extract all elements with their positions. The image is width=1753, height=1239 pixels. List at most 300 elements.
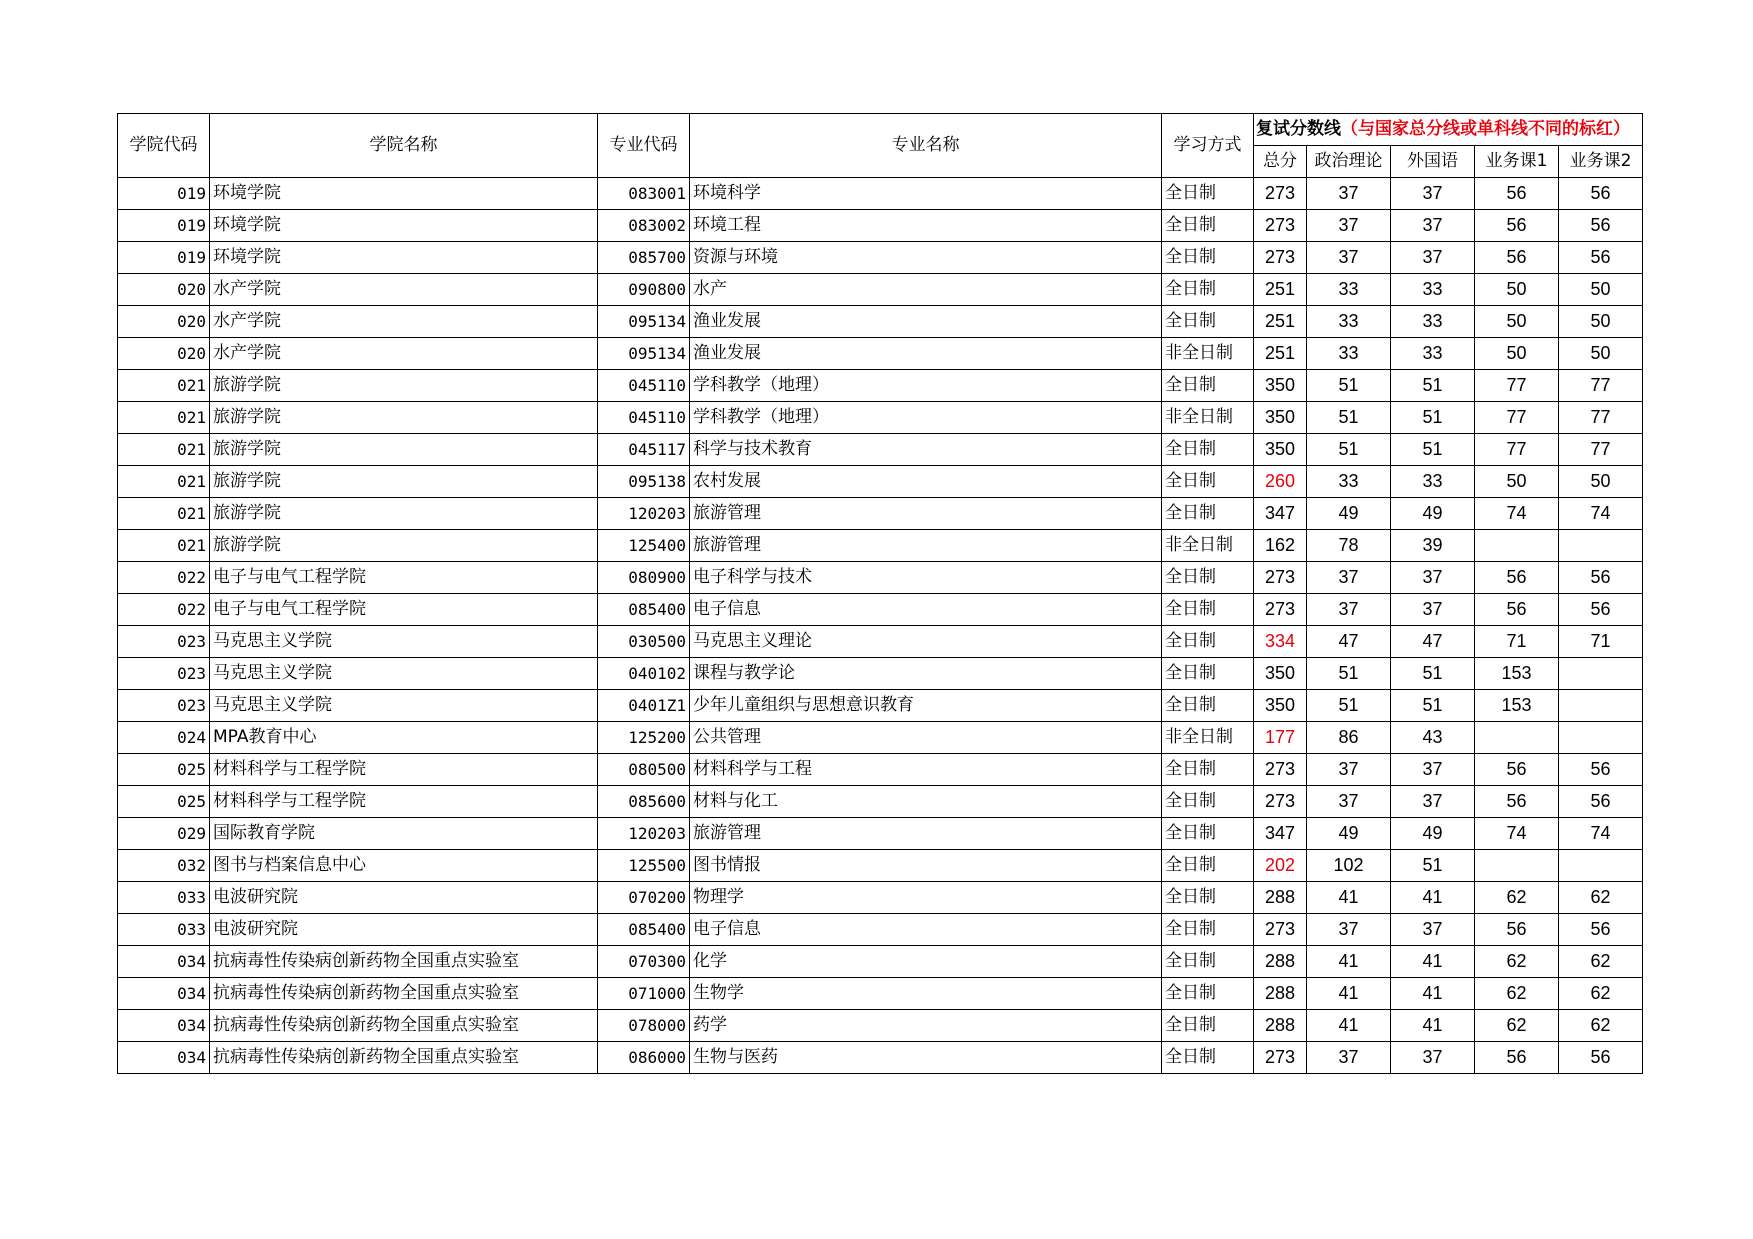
college-code-cell: 022 xyxy=(118,562,210,594)
major-name-cell: 旅游管理 xyxy=(690,818,1162,850)
course1-score-cell: 62 xyxy=(1475,882,1559,914)
score-group-title: 复试分数线 xyxy=(1256,119,1341,139)
course1-score-cell: 56 xyxy=(1475,242,1559,274)
total-score-cell: 273 xyxy=(1254,594,1307,626)
course2-score-cell: 56 xyxy=(1559,1042,1643,1074)
major-code-cell: 045110 xyxy=(598,402,690,434)
table-row xyxy=(118,594,1643,626)
politics-score-cell: 49 xyxy=(1307,818,1391,850)
politics-score-cell: 37 xyxy=(1307,210,1391,242)
politics-score-cell: 102 xyxy=(1307,850,1391,882)
course1-score-cell xyxy=(1475,722,1559,754)
foreign-score-cell: 33 xyxy=(1391,466,1475,498)
politics-score-cell: 51 xyxy=(1307,434,1391,466)
course2-score-cell: 77 xyxy=(1559,434,1643,466)
study-mode-cell: 全日制 xyxy=(1162,786,1254,818)
college-name-cell: 马克思主义学院 xyxy=(210,658,598,690)
politics-score-cell: 33 xyxy=(1307,338,1391,370)
college-name-cell: 国际教育学院 xyxy=(210,818,598,850)
major-name-cell: 生物学 xyxy=(690,978,1162,1010)
course2-score-cell: 56 xyxy=(1559,754,1643,786)
politics-score-cell: 37 xyxy=(1307,562,1391,594)
table-row xyxy=(118,178,1643,210)
college-code-cell: 021 xyxy=(118,530,210,562)
study-mode-cell: 全日制 xyxy=(1162,178,1254,210)
table-row xyxy=(118,434,1643,466)
table-row xyxy=(118,402,1643,434)
study-mode-cell: 非全日制 xyxy=(1162,402,1254,434)
major-code-cell: 095134 xyxy=(598,338,690,370)
foreign-score-cell: 33 xyxy=(1391,274,1475,306)
major-code-cell: 125500 xyxy=(598,850,690,882)
score-group-note: （与国家总分线或单科线不同的标红） xyxy=(1341,119,1630,139)
politics-score-cell: 47 xyxy=(1307,626,1391,658)
table-row xyxy=(118,914,1643,946)
course1-score-cell: 56 xyxy=(1475,754,1559,786)
major-name-cell: 渔业发展 xyxy=(690,306,1162,338)
course2-score-cell: 62 xyxy=(1559,946,1643,978)
major-code-cell: 070200 xyxy=(598,882,690,914)
header-foreign-language: 外国语 xyxy=(1391,146,1475,178)
table-row xyxy=(118,978,1643,1010)
major-name-cell: 生物与医药 xyxy=(690,1042,1162,1074)
table-row xyxy=(118,1042,1643,1074)
table-row xyxy=(118,818,1643,850)
total-score-cell: 350 xyxy=(1254,434,1307,466)
header-college-code: 学院代码 xyxy=(118,114,210,178)
foreign-score-cell: 37 xyxy=(1391,562,1475,594)
score-table xyxy=(117,113,1643,1074)
foreign-score-cell: 37 xyxy=(1391,242,1475,274)
study-mode-cell: 全日制 xyxy=(1162,306,1254,338)
major-code-cell: 070300 xyxy=(598,946,690,978)
table-row xyxy=(118,274,1643,306)
total-score-cell: 347 xyxy=(1254,498,1307,530)
major-code-cell: 071000 xyxy=(598,978,690,1010)
study-mode-cell: 非全日制 xyxy=(1162,722,1254,754)
course1-score-cell: 153 xyxy=(1475,690,1559,722)
college-name-cell: 旅游学院 xyxy=(210,402,598,434)
major-name-cell: 马克思主义理论 xyxy=(690,626,1162,658)
college-code-cell: 021 xyxy=(118,370,210,402)
table-row xyxy=(118,754,1643,786)
politics-score-cell: 33 xyxy=(1307,274,1391,306)
foreign-score-cell: 33 xyxy=(1391,338,1475,370)
course2-score-cell: 62 xyxy=(1559,978,1643,1010)
college-code-cell: 020 xyxy=(118,306,210,338)
politics-score-cell: 78 xyxy=(1307,530,1391,562)
college-name-cell: 旅游学院 xyxy=(210,370,598,402)
course1-score-cell: 74 xyxy=(1475,498,1559,530)
course1-score-cell: 77 xyxy=(1475,402,1559,434)
major-code-cell: 078000 xyxy=(598,1010,690,1042)
college-name-cell: 材料科学与工程学院 xyxy=(210,786,598,818)
course2-score-cell: 56 xyxy=(1559,786,1643,818)
major-name-cell: 少年儿童组织与思想意识教育 xyxy=(690,690,1162,722)
major-name-cell: 学科教学（地理） xyxy=(690,370,1162,402)
course2-score-cell: 56 xyxy=(1559,210,1643,242)
table-row xyxy=(118,338,1643,370)
college-name-cell: 水产学院 xyxy=(210,306,598,338)
header-college-name: 学院名称 xyxy=(210,114,598,178)
major-name-cell: 药学 xyxy=(690,1010,1162,1042)
course1-score-cell: 50 xyxy=(1475,306,1559,338)
course1-score-cell: 56 xyxy=(1475,562,1559,594)
foreign-score-cell: 43 xyxy=(1391,722,1475,754)
foreign-score-cell: 51 xyxy=(1391,434,1475,466)
course2-score-cell: 71 xyxy=(1559,626,1643,658)
college-code-cell: 032 xyxy=(118,850,210,882)
study-mode-cell: 非全日制 xyxy=(1162,338,1254,370)
major-code-cell: 080900 xyxy=(598,562,690,594)
foreign-score-cell: 33 xyxy=(1391,306,1475,338)
major-code-cell: 085700 xyxy=(598,242,690,274)
study-mode-cell: 全日制 xyxy=(1162,978,1254,1010)
foreign-score-cell: 47 xyxy=(1391,626,1475,658)
total-score-cell: 273 xyxy=(1254,1042,1307,1074)
course2-score-cell: 50 xyxy=(1559,306,1643,338)
college-name-cell: 旅游学院 xyxy=(210,498,598,530)
major-code-cell: 085600 xyxy=(598,786,690,818)
course1-score-cell: 62 xyxy=(1475,1010,1559,1042)
header-study-mode: 学习方式 xyxy=(1162,114,1254,178)
major-code-cell: 095134 xyxy=(598,306,690,338)
major-code-cell: 080500 xyxy=(598,754,690,786)
total-score-cell: 162 xyxy=(1254,530,1307,562)
politics-score-cell: 86 xyxy=(1307,722,1391,754)
foreign-score-cell: 49 xyxy=(1391,818,1475,850)
politics-score-cell: 37 xyxy=(1307,178,1391,210)
total-score-cell: 288 xyxy=(1254,978,1307,1010)
study-mode-cell: 全日制 xyxy=(1162,370,1254,402)
politics-score-cell: 41 xyxy=(1307,1010,1391,1042)
college-name-cell: 抗病毒性传染病创新药物全国重点实验室 xyxy=(210,1042,598,1074)
major-code-cell: 125400 xyxy=(598,530,690,562)
course1-score-cell: 56 xyxy=(1475,594,1559,626)
politics-score-cell: 41 xyxy=(1307,882,1391,914)
total-score-cell: 350 xyxy=(1254,690,1307,722)
total-score-cell: 334 xyxy=(1254,626,1307,658)
study-mode-cell: 全日制 xyxy=(1162,594,1254,626)
total-score-cell: 251 xyxy=(1254,306,1307,338)
table-row xyxy=(118,498,1643,530)
table-row xyxy=(118,466,1643,498)
foreign-score-cell: 37 xyxy=(1391,210,1475,242)
college-code-cell: 020 xyxy=(118,274,210,306)
course1-score-cell xyxy=(1475,850,1559,882)
total-score-cell: 350 xyxy=(1254,370,1307,402)
course2-score-cell xyxy=(1559,722,1643,754)
study-mode-cell: 全日制 xyxy=(1162,882,1254,914)
politics-score-cell: 49 xyxy=(1307,498,1391,530)
major-name-cell: 资源与环境 xyxy=(690,242,1162,274)
college-name-cell: 水产学院 xyxy=(210,274,598,306)
study-mode-cell: 全日制 xyxy=(1162,466,1254,498)
college-code-cell: 033 xyxy=(118,914,210,946)
college-name-cell: 马克思主义学院 xyxy=(210,690,598,722)
study-mode-cell: 全日制 xyxy=(1162,690,1254,722)
foreign-score-cell: 39 xyxy=(1391,530,1475,562)
college-code-cell: 023 xyxy=(118,626,210,658)
politics-score-cell: 51 xyxy=(1307,690,1391,722)
study-mode-cell: 全日制 xyxy=(1162,274,1254,306)
header-politics: 政治理论 xyxy=(1307,146,1391,178)
header-score-group xyxy=(1254,114,1643,146)
major-name-cell: 科学与技术教育 xyxy=(690,434,1162,466)
total-score-cell: 202 xyxy=(1254,850,1307,882)
total-score-cell: 177 xyxy=(1254,722,1307,754)
major-name-cell: 图书情报 xyxy=(690,850,1162,882)
study-mode-cell: 全日制 xyxy=(1162,1042,1254,1074)
foreign-score-cell: 41 xyxy=(1391,1010,1475,1042)
college-name-cell: 抗病毒性传染病创新药物全国重点实验室 xyxy=(210,1010,598,1042)
foreign-score-cell: 37 xyxy=(1391,786,1475,818)
total-score-cell: 273 xyxy=(1254,242,1307,274)
table-row xyxy=(118,626,1643,658)
major-code-cell: 085400 xyxy=(598,594,690,626)
total-score-cell: 288 xyxy=(1254,1010,1307,1042)
politics-score-cell: 37 xyxy=(1307,754,1391,786)
major-code-cell: 120203 xyxy=(598,498,690,530)
course2-score-cell: 62 xyxy=(1559,1010,1643,1042)
major-code-cell: 095138 xyxy=(598,466,690,498)
major-name-cell: 水产 xyxy=(690,274,1162,306)
course2-score-cell: 74 xyxy=(1559,498,1643,530)
table-row xyxy=(118,850,1643,882)
course1-score-cell: 50 xyxy=(1475,338,1559,370)
study-mode-cell: 全日制 xyxy=(1162,850,1254,882)
study-mode-cell: 全日制 xyxy=(1162,1010,1254,1042)
study-mode-cell: 全日制 xyxy=(1162,562,1254,594)
study-mode-cell: 全日制 xyxy=(1162,626,1254,658)
course1-score-cell: 153 xyxy=(1475,658,1559,690)
major-name-cell: 渔业发展 xyxy=(690,338,1162,370)
course2-score-cell xyxy=(1559,690,1643,722)
college-name-cell: 旅游学院 xyxy=(210,434,598,466)
college-code-cell: 021 xyxy=(118,498,210,530)
foreign-score-cell: 51 xyxy=(1391,658,1475,690)
college-code-cell: 024 xyxy=(118,722,210,754)
college-code-cell: 021 xyxy=(118,466,210,498)
college-name-cell: 环境学院 xyxy=(210,210,598,242)
total-score-cell: 273 xyxy=(1254,786,1307,818)
course1-score-cell xyxy=(1475,530,1559,562)
college-code-cell: 033 xyxy=(118,882,210,914)
study-mode-cell: 全日制 xyxy=(1162,210,1254,242)
foreign-score-cell: 49 xyxy=(1391,498,1475,530)
foreign-score-cell: 37 xyxy=(1391,914,1475,946)
major-code-cell: 125200 xyxy=(598,722,690,754)
major-code-cell: 030500 xyxy=(598,626,690,658)
table-row xyxy=(118,786,1643,818)
header-course-2: 业务课2 xyxy=(1559,146,1643,178)
course1-score-cell: 56 xyxy=(1475,178,1559,210)
college-code-cell: 019 xyxy=(118,178,210,210)
major-name-cell: 电子科学与技术 xyxy=(690,562,1162,594)
college-code-cell: 023 xyxy=(118,690,210,722)
table-row xyxy=(118,946,1643,978)
total-score-cell: 273 xyxy=(1254,178,1307,210)
study-mode-cell: 全日制 xyxy=(1162,914,1254,946)
study-mode-cell: 全日制 xyxy=(1162,754,1254,786)
major-code-cell: 040102 xyxy=(598,658,690,690)
table-row xyxy=(118,370,1643,402)
course2-score-cell: 77 xyxy=(1559,370,1643,402)
college-name-cell: 电子与电气工程学院 xyxy=(210,594,598,626)
table-row xyxy=(118,882,1643,914)
study-mode-cell: 全日制 xyxy=(1162,818,1254,850)
course2-score-cell: 50 xyxy=(1559,466,1643,498)
major-code-cell: 090800 xyxy=(598,274,690,306)
table-row xyxy=(118,562,1643,594)
college-name-cell: 环境学院 xyxy=(210,242,598,274)
foreign-score-cell: 37 xyxy=(1391,754,1475,786)
course2-score-cell xyxy=(1559,658,1643,690)
politics-score-cell: 51 xyxy=(1307,402,1391,434)
table-row xyxy=(118,690,1643,722)
college-name-cell: 旅游学院 xyxy=(210,466,598,498)
total-score-cell: 288 xyxy=(1254,882,1307,914)
major-code-cell: 083001 xyxy=(598,178,690,210)
table-row xyxy=(118,306,1643,338)
college-code-cell: 029 xyxy=(118,818,210,850)
politics-score-cell: 33 xyxy=(1307,306,1391,338)
college-code-cell: 021 xyxy=(118,434,210,466)
course2-score-cell: 74 xyxy=(1559,818,1643,850)
college-name-cell: 旅游学院 xyxy=(210,530,598,562)
major-name-cell: 环境科学 xyxy=(690,178,1162,210)
header-total: 总分 xyxy=(1254,146,1307,178)
course2-score-cell xyxy=(1559,850,1643,882)
politics-score-cell: 37 xyxy=(1307,594,1391,626)
major-name-cell: 农村发展 xyxy=(690,466,1162,498)
college-name-cell: 环境学院 xyxy=(210,178,598,210)
major-name-cell: 电子信息 xyxy=(690,594,1162,626)
politics-score-cell: 37 xyxy=(1307,242,1391,274)
college-name-cell: 水产学院 xyxy=(210,338,598,370)
major-code-cell: 085400 xyxy=(598,914,690,946)
college-name-cell: 电子与电气工程学院 xyxy=(210,562,598,594)
total-score-cell: 251 xyxy=(1254,274,1307,306)
major-name-cell: 环境工程 xyxy=(690,210,1162,242)
course2-score-cell: 50 xyxy=(1559,338,1643,370)
course1-score-cell: 77 xyxy=(1475,434,1559,466)
major-name-cell: 课程与教学论 xyxy=(690,658,1162,690)
course2-score-cell: 62 xyxy=(1559,882,1643,914)
major-code-cell: 045117 xyxy=(598,434,690,466)
total-score-cell: 273 xyxy=(1254,562,1307,594)
major-name-cell: 公共管理 xyxy=(690,722,1162,754)
course1-score-cell: 56 xyxy=(1475,914,1559,946)
course2-score-cell: 56 xyxy=(1559,562,1643,594)
course2-score-cell: 56 xyxy=(1559,914,1643,946)
course1-score-cell: 74 xyxy=(1475,818,1559,850)
major-code-cell: 120203 xyxy=(598,818,690,850)
course1-score-cell: 77 xyxy=(1475,370,1559,402)
foreign-score-cell: 41 xyxy=(1391,882,1475,914)
header-row-1 xyxy=(118,114,1643,146)
major-name-cell: 材料与化工 xyxy=(690,786,1162,818)
total-score-cell: 350 xyxy=(1254,402,1307,434)
college-name-cell: 抗病毒性传染病创新药物全国重点实验室 xyxy=(210,978,598,1010)
college-name-cell: 电波研究院 xyxy=(210,914,598,946)
table-body xyxy=(118,178,1643,1074)
foreign-score-cell: 51 xyxy=(1391,690,1475,722)
politics-score-cell: 41 xyxy=(1307,946,1391,978)
course1-score-cell: 62 xyxy=(1475,946,1559,978)
foreign-score-cell: 41 xyxy=(1391,946,1475,978)
course1-score-cell: 56 xyxy=(1475,210,1559,242)
major-name-cell: 旅游管理 xyxy=(690,498,1162,530)
college-code-cell: 019 xyxy=(118,242,210,274)
college-name-cell: 材料科学与工程学院 xyxy=(210,754,598,786)
politics-score-cell: 37 xyxy=(1307,786,1391,818)
politics-score-cell: 51 xyxy=(1307,658,1391,690)
politics-score-cell: 37 xyxy=(1307,1042,1391,1074)
course2-score-cell: 56 xyxy=(1559,178,1643,210)
study-mode-cell: 全日制 xyxy=(1162,434,1254,466)
college-code-cell: 021 xyxy=(118,402,210,434)
major-name-cell: 材料科学与工程 xyxy=(690,754,1162,786)
foreign-score-cell: 51 xyxy=(1391,850,1475,882)
course2-score-cell xyxy=(1559,530,1643,562)
course2-score-cell: 56 xyxy=(1559,594,1643,626)
politics-score-cell: 51 xyxy=(1307,370,1391,402)
politics-score-cell: 33 xyxy=(1307,466,1391,498)
total-score-cell: 260 xyxy=(1254,466,1307,498)
course1-score-cell: 71 xyxy=(1475,626,1559,658)
college-name-cell: 马克思主义学院 xyxy=(210,626,598,658)
major-code-cell: 086000 xyxy=(598,1042,690,1074)
total-score-cell: 347 xyxy=(1254,818,1307,850)
total-score-cell: 350 xyxy=(1254,658,1307,690)
college-code-cell: 025 xyxy=(118,786,210,818)
course1-score-cell: 50 xyxy=(1475,466,1559,498)
college-name-cell: 图书与档案信息中心 xyxy=(210,850,598,882)
course2-score-cell: 56 xyxy=(1559,242,1643,274)
course1-score-cell: 50 xyxy=(1475,274,1559,306)
course1-score-cell: 62 xyxy=(1475,978,1559,1010)
major-name-cell: 旅游管理 xyxy=(690,530,1162,562)
header-major-code: 专业代码 xyxy=(598,114,690,178)
course2-score-cell: 77 xyxy=(1559,402,1643,434)
table-row xyxy=(118,210,1643,242)
total-score-cell: 273 xyxy=(1254,914,1307,946)
header-major-name: 专业名称 xyxy=(690,114,1162,178)
foreign-score-cell: 37 xyxy=(1391,178,1475,210)
total-score-cell: 273 xyxy=(1254,210,1307,242)
college-code-cell: 034 xyxy=(118,946,210,978)
table-row xyxy=(118,658,1643,690)
study-mode-cell: 全日制 xyxy=(1162,946,1254,978)
table-row xyxy=(118,1010,1643,1042)
college-name-cell: 抗病毒性传染病创新药物全国重点实验室 xyxy=(210,946,598,978)
college-code-cell: 019 xyxy=(118,210,210,242)
table-row xyxy=(118,722,1643,754)
college-name-cell: MPA教育中心 xyxy=(210,722,598,754)
foreign-score-cell: 37 xyxy=(1391,1042,1475,1074)
foreign-score-cell: 41 xyxy=(1391,978,1475,1010)
course1-score-cell: 56 xyxy=(1475,786,1559,818)
major-name-cell: 学科教学（地理） xyxy=(690,402,1162,434)
college-name-cell: 电波研究院 xyxy=(210,882,598,914)
study-mode-cell: 非全日制 xyxy=(1162,530,1254,562)
college-code-cell: 023 xyxy=(118,658,210,690)
major-code-cell: 0401Z1 xyxy=(598,690,690,722)
politics-score-cell: 41 xyxy=(1307,978,1391,1010)
total-score-cell: 288 xyxy=(1254,946,1307,978)
study-mode-cell: 全日制 xyxy=(1162,658,1254,690)
